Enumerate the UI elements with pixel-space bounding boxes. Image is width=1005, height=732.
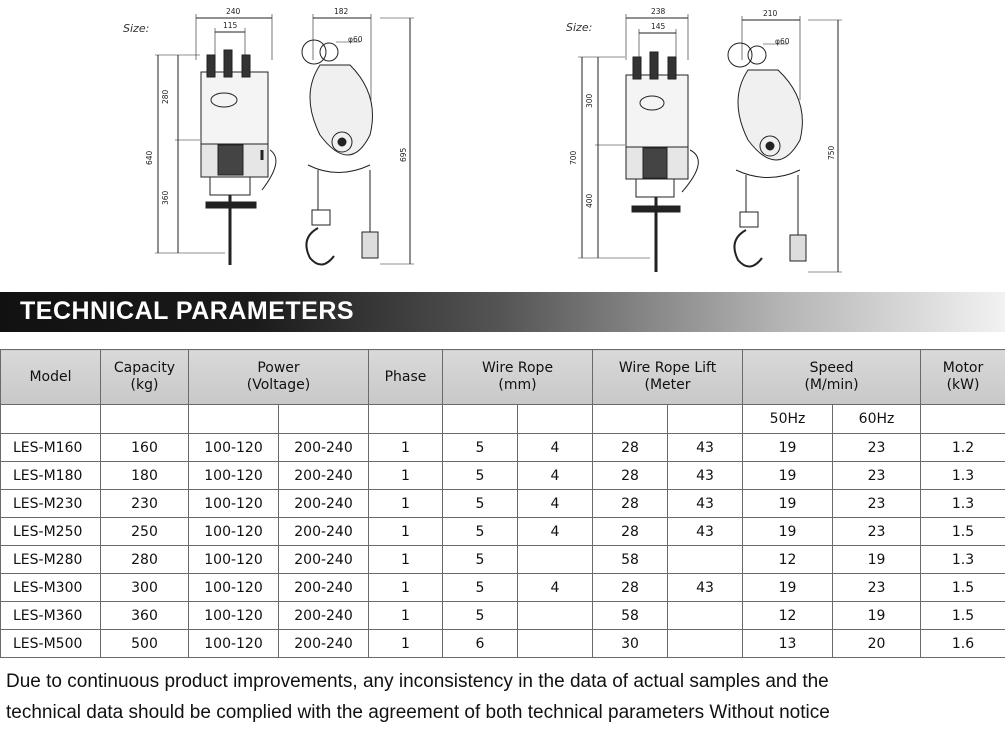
table-cell: 100-120 [189, 434, 279, 462]
dim-left-height-side: 695 [399, 147, 408, 162]
table-cell: 5 [443, 434, 518, 462]
table-cell: 1.5 [921, 518, 1005, 546]
table-cell: LES-M360 [1, 602, 101, 630]
table-cell [668, 630, 743, 658]
table-cell: 200-240 [279, 518, 369, 546]
dim-right-height-top: 300 [585, 93, 594, 108]
table-cell: 19 [743, 490, 833, 518]
table-row [1, 602, 1005, 630]
table-cell: 250 [101, 518, 189, 546]
hoist-drawings [0, 0, 1005, 292]
table-cell: LES-M230 [1, 490, 101, 518]
table-cell: 1.5 [921, 574, 1005, 602]
dim-left-width-outer: 240 [226, 7, 241, 16]
table-row [1, 462, 1005, 490]
table-cell: 4 [518, 518, 593, 546]
header-row [1, 350, 1005, 405]
table-cell: 100-120 [189, 518, 279, 546]
table-cell: 180 [101, 462, 189, 490]
table-cell: LES-M250 [1, 518, 101, 546]
dim-right-height-side: 750 [827, 145, 836, 160]
table-cell: 43 [668, 434, 743, 462]
table-cell: 1.3 [921, 462, 1005, 490]
table-cell: 200-240 [279, 630, 369, 658]
table-cell: 360 [101, 602, 189, 630]
table-cell: 160 [101, 434, 189, 462]
table-cell: 200-240 [279, 602, 369, 630]
header-motor: Motor (kW) [921, 350, 1005, 405]
table-cell: 23 [833, 518, 921, 546]
dim-left-width-inner: 115 [223, 21, 238, 30]
table-cell: 1.6 [921, 630, 1005, 658]
table-cell: 19 [833, 602, 921, 630]
table-cell: 4 [518, 462, 593, 490]
table-cell: 28 [593, 434, 668, 462]
table-cell: 4 [518, 434, 593, 462]
table-cell: 100-120 [189, 574, 279, 602]
table-cell [518, 546, 593, 574]
table-cell: 5 [443, 490, 518, 518]
table-cell: 23 [833, 574, 921, 602]
table-cell: 4 [518, 574, 593, 602]
table-cell: 12 [743, 602, 833, 630]
table-cell: 28 [593, 518, 668, 546]
table-cell: 23 [833, 462, 921, 490]
table-cell: 13 [743, 630, 833, 658]
table-cell: 19 [743, 434, 833, 462]
table-cell: 200-240 [279, 574, 369, 602]
section-title: TECHNICAL PARAMETERS [20, 297, 355, 325]
table-cell: 43 [668, 490, 743, 518]
header-wire-rope: Wire Rope (mm) [443, 350, 593, 405]
table-cell: 100-120 [189, 630, 279, 658]
table-cell: 1.5 [921, 602, 1005, 630]
table-cell: 5 [443, 546, 518, 574]
table-cell: 500 [101, 630, 189, 658]
table-cell: 1 [369, 490, 443, 518]
table-cell: 1 [369, 574, 443, 602]
table-cell: 1.2 [921, 434, 1005, 462]
table-cell [668, 546, 743, 574]
table-row [1, 574, 1005, 602]
header-power: Power (Voltage) [189, 350, 369, 405]
dim-right-height-bottom: 400 [585, 193, 594, 208]
section-banner [0, 292, 1005, 332]
size-label-left: Size: [123, 22, 150, 35]
table-cell: 12 [743, 546, 833, 574]
table-cell: 5 [443, 574, 518, 602]
table-cell: LES-M300 [1, 574, 101, 602]
table-cell: 1.3 [921, 490, 1005, 518]
table-cell: 30 [593, 630, 668, 658]
table-cell: 1.3 [921, 546, 1005, 574]
table-row [1, 630, 1005, 658]
table-row [1, 434, 1005, 462]
table-cell [518, 602, 593, 630]
table-row [1, 546, 1005, 574]
table-cell: 1 [369, 546, 443, 574]
dim-left-height-top: 280 [161, 89, 170, 104]
table-cell: 23 [833, 434, 921, 462]
table-cell: 200-240 [279, 462, 369, 490]
header-60hz: 60Hz [833, 405, 921, 434]
dim-right-width-inner: 145 [651, 22, 666, 31]
table-cell: 19 [833, 546, 921, 574]
technical-parameters-table [0, 349, 1005, 658]
table-cell: 5 [443, 602, 518, 630]
dim-right-depth: 210 [763, 9, 778, 18]
table-cell: 1 [369, 434, 443, 462]
table-cell: 1 [369, 630, 443, 658]
dim-left-depth: 182 [334, 7, 349, 16]
table-row [1, 518, 1005, 546]
dim-right-width-outer: 238 [651, 7, 666, 16]
subheader-row [1, 405, 1005, 434]
dim-left-height-bottom: 360 [161, 190, 170, 205]
table-cell: 28 [593, 574, 668, 602]
table-cell: 5 [443, 462, 518, 490]
table-cell: 1 [369, 462, 443, 490]
table-cell: 6 [443, 630, 518, 658]
table-cell: 58 [593, 546, 668, 574]
dim-right-height-total: 700 [569, 150, 578, 165]
table-cell: 200-240 [279, 546, 369, 574]
table-cell: 43 [668, 518, 743, 546]
header-50hz: 50Hz [743, 405, 833, 434]
dim-right-hook-dia: φ60 [775, 37, 790, 46]
table-cell: 28 [593, 490, 668, 518]
table-cell: 43 [668, 462, 743, 490]
table-cell: 100-120 [189, 462, 279, 490]
table-cell: 58 [593, 602, 668, 630]
table-cell [668, 602, 743, 630]
table-cell: 200-240 [279, 490, 369, 518]
note-line-1: Due to continuous product improvements, any inconsistency in the data of actual samples and the [6, 671, 829, 692]
table-cell: 100-120 [189, 602, 279, 630]
table-cell: 280 [101, 546, 189, 574]
disclaimer-note [6, 666, 830, 728]
table-cell: LES-M180 [1, 462, 101, 490]
dim-left-hook-dia: φ60 [348, 35, 363, 44]
header-capacity: Capacity (kg) [101, 350, 189, 405]
table-cell: 100-120 [189, 546, 279, 574]
table-cell: LES-M160 [1, 434, 101, 462]
table-cell: 43 [668, 574, 743, 602]
size-label-right: Size: [566, 21, 593, 34]
table-cell: 19 [743, 518, 833, 546]
header-speed: Speed (M/min) [743, 350, 921, 405]
header-model: Model [1, 350, 101, 405]
table-cell: 5 [443, 518, 518, 546]
note-line-2: technical data should be complied with the agreement of both technical parameters Without notice [6, 702, 830, 723]
table-cell: LES-M500 [1, 630, 101, 658]
table-cell: 100-120 [189, 490, 279, 518]
table-cell: 4 [518, 490, 593, 518]
table-cell: 19 [743, 462, 833, 490]
hoist-drawing-right [0, 0, 1005, 292]
header-wire-rope-lift: Wire Rope Lift (Meter [593, 350, 743, 405]
header-phase: Phase [369, 350, 443, 405]
table-cell: 19 [743, 574, 833, 602]
table-row [1, 490, 1005, 518]
dim-left-height-total: 640 [145, 150, 154, 165]
table-cell: 20 [833, 630, 921, 658]
table-cell: LES-M280 [1, 546, 101, 574]
table-cell [518, 630, 593, 658]
table-cell: 230 [101, 490, 189, 518]
table-cell: 28 [593, 462, 668, 490]
table-cell: 1 [369, 518, 443, 546]
table-cell: 300 [101, 574, 189, 602]
table-cell: 23 [833, 490, 921, 518]
table-cell: 1 [369, 602, 443, 630]
table-cell: 200-240 [279, 434, 369, 462]
